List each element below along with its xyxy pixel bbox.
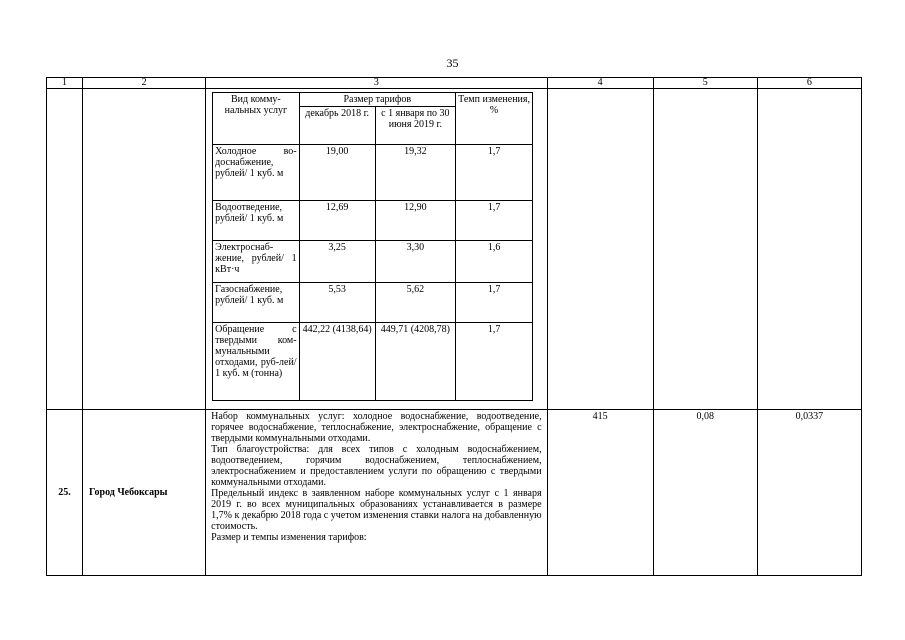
january-value: 12,90 bbox=[375, 201, 455, 241]
january-value: 19,32 bbox=[375, 145, 455, 201]
tariff-table bbox=[212, 92, 533, 401]
main-table bbox=[46, 77, 862, 576]
column-number: 4 bbox=[547, 78, 653, 89]
january-value: 5,62 bbox=[375, 283, 455, 323]
tariff-row bbox=[213, 283, 533, 323]
column-number: 1 bbox=[47, 78, 83, 89]
tariff-row bbox=[213, 241, 533, 283]
rate-value: 1,7 bbox=[455, 323, 532, 401]
rate-value: 1,7 bbox=[455, 145, 532, 201]
tariff-intro-paragraph: Размер и темпы изменения тарифов: bbox=[211, 532, 367, 543]
empty-cell bbox=[757, 89, 861, 410]
december-value: 12,69 bbox=[299, 201, 375, 241]
service-name: Газоснабжение, рублей/ 1 куб. м bbox=[213, 283, 299, 323]
column-6-value: 0,0337 bbox=[757, 410, 861, 576]
january-value: 3,30 bbox=[375, 241, 455, 283]
entry-number: 25. bbox=[47, 410, 83, 576]
column-number: 6 bbox=[757, 78, 861, 89]
empty-cell bbox=[47, 89, 83, 410]
tariff-row bbox=[213, 323, 533, 401]
january-value: 449,71 (4208,78) bbox=[375, 323, 455, 401]
rate-value: 1,7 bbox=[455, 201, 532, 241]
rate-value: 1,6 bbox=[455, 241, 532, 283]
column-4-value: 415 bbox=[547, 410, 653, 576]
service-name: Холодное во-доснабжение, рублей/ 1 куб. м bbox=[213, 145, 299, 201]
december-value: 442,22 (4138,64) bbox=[299, 323, 375, 401]
december-value: 5,53 bbox=[299, 283, 375, 323]
column-5-value: 0,08 bbox=[653, 410, 757, 576]
rate-value: 1,7 bbox=[455, 283, 532, 323]
column-number: 3 bbox=[206, 78, 547, 89]
empty-cell bbox=[547, 89, 653, 410]
empty-cell bbox=[83, 89, 206, 410]
service-type-header: Вид комму-нальных услуг bbox=[213, 93, 299, 145]
tariff-row bbox=[213, 201, 533, 241]
december-value: 3,25 bbox=[299, 241, 375, 283]
entry-description bbox=[206, 410, 547, 576]
column-number-row bbox=[47, 78, 862, 89]
december-header: декабрь 2018 г. bbox=[299, 107, 375, 145]
entry-row bbox=[47, 410, 862, 576]
tariff-size-header: Размер тарифов bbox=[299, 93, 455, 107]
index-paragraph: Предельный индекс в заявленном наборе коммунальных услуг с 1 января 2019 г. во всех муниципальных образованиях устанавливается в размере 1,7% к декабрю 2018 года с учетом изменения ставки налога на добавленную стоимость. bbox=[211, 488, 542, 532]
tariff-header-row bbox=[213, 93, 533, 107]
improvement-type-paragraph: Тип благоустройства: для всех типов с холодным водоснабжением, водоотведением, горячим водоснабжением, теплоснабжением, электроснабжением и предоставлением услуги по обращению с твердыми коммунальными отходами. bbox=[211, 444, 542, 488]
service-name: Обращение с твердыми ком-мунальными отходами, руб-лей/ 1 куб. м (тонна) bbox=[213, 323, 299, 401]
continuation-row bbox=[47, 89, 862, 410]
december-value: 19,00 bbox=[299, 145, 375, 201]
column-number: 5 bbox=[653, 78, 757, 89]
tariff-table-cell bbox=[206, 89, 547, 410]
tariff-row bbox=[213, 145, 533, 201]
empty-cell bbox=[653, 89, 757, 410]
january-header: с 1 января по 30 июня 2019 г. bbox=[375, 107, 455, 145]
page-number: 35 bbox=[446, 56, 459, 70]
service-name: Водоотведение, рублей/ 1 куб. м bbox=[213, 201, 299, 241]
service-name: Электроснаб-жение, рублей/ 1 кВт·ч bbox=[213, 241, 299, 283]
column-number: 2 bbox=[83, 78, 206, 89]
rate-change-header: Темп изменения, % bbox=[455, 93, 532, 145]
service-set-paragraph: Набор коммунальных услуг: холодное водоснабжение, водоотведение, горячее водоснабжение, теплоснабжение, электроснабжение, обращение с твердыми коммунальными отходами. bbox=[211, 411, 542, 444]
city-name: Город Чебоксары bbox=[83, 410, 206, 576]
